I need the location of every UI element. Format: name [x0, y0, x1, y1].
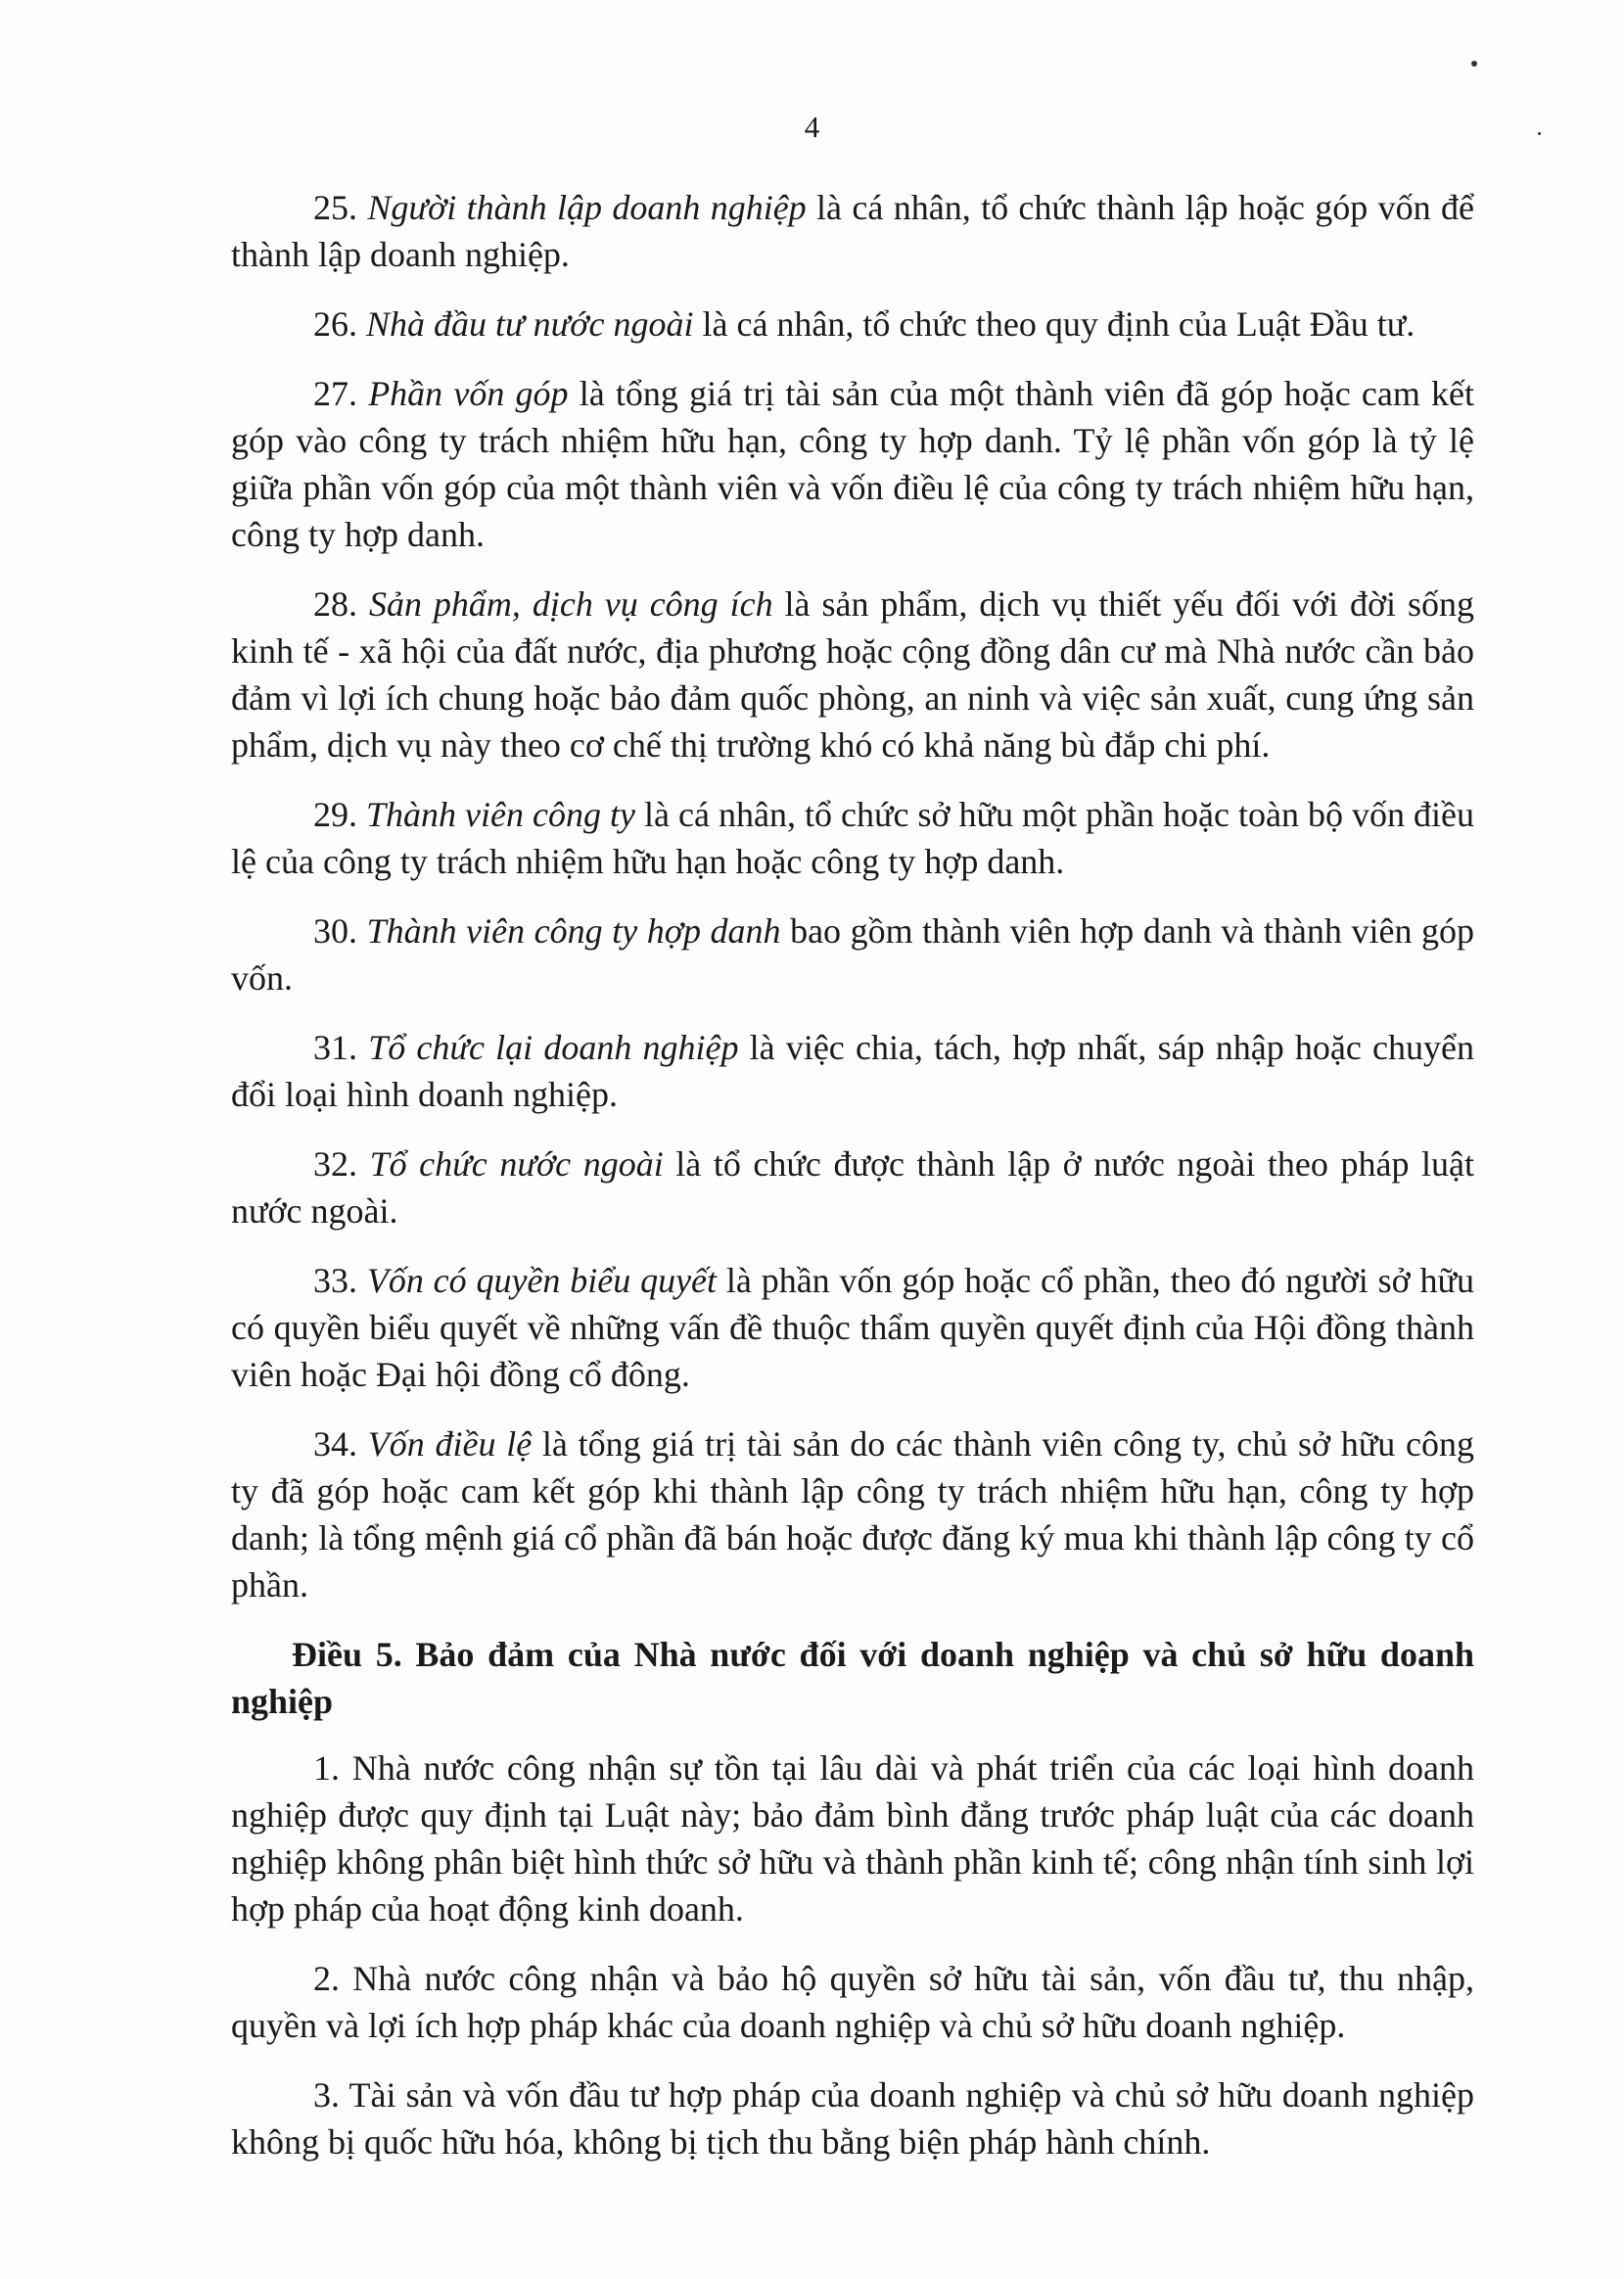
definition-27 [231, 370, 1474, 558]
definition-number: 27. [313, 374, 357, 413]
definition-text: là tổng giá trị tài sản của một thành viên đã góp hoặc cam kết góp vào công ty trách nhiệm hữu hạn, công ty hợp danh. Tỷ lệ phần vốn góp là tỷ lệ giữa phần vốn góp của một thành viên và vốn điều lệ của công ty trách nhiệm hữu hạn, công ty hợp danh. [231, 374, 1475, 554]
definition-number: 33. [313, 1261, 357, 1300]
definition-text: là việc chia, tách, hợp nhất, sáp nhập hoặc chuyển đổi loại hình doanh nghiệp. [231, 1028, 1475, 1114]
definition-term: Thành viên công ty [366, 795, 635, 834]
definition-text: là cá nhân, tổ chức sở hữu một phần hoặc toàn bộ vốn điều lệ của công ty trách nhiệm hữu hạn hoặc công ty hợp danh. [231, 795, 1474, 881]
definition-25 [231, 184, 1474, 278]
definition-term: Vốn có quyền biểu quyết [366, 1261, 718, 1300]
article-5-clause-3: 3. Tài sản và vốn đầu tư hợp pháp của doanh nghiệp và chủ sở hữu doanh nghiệp không bị quốc hữu hóa, không bị tịch thu bằng biện pháp hành chính. [231, 2075, 1474, 2162]
definition-34 [231, 1420, 1474, 1608]
definition-text: là cá nhân, tổ chức theo quy định của Luật Đầu tư. [693, 304, 1415, 344]
definition-term: Tổ chức nước ngoài [369, 1144, 664, 1184]
definition-number: 26. [313, 304, 357, 344]
definition-number: 31. [313, 1028, 357, 1067]
definition-text: là tổ chức được thành lập ở nước ngoài theo pháp luật nước ngoài. [231, 1144, 1474, 1231]
scan-speck [1471, 61, 1477, 67]
definition-number: 28. [313, 584, 357, 624]
definition-30 [231, 907, 1474, 1001]
definition-number: 29. [313, 795, 357, 834]
definition-33 [231, 1257, 1474, 1398]
article-5-clause-1: 1. Nhà nước công nhận sự tồn tại lâu dài và phát triển của các loại hình doanh nghiệp được quy định tại Luật này; bảo đảm bình đẳng trước pháp luật của các doanh nghiệp không phân biệt hình thức sở hữu và thành phần kinh tế; công nhận tính sinh lợi hợp pháp của hoạt động kinh doanh. [231, 1748, 1474, 1929]
document-body [231, 184, 1474, 2188]
definition-text: là cá nhân, tổ chức thành lập hoặc góp vốn để thành lập doanh nghiệp. [231, 188, 1474, 274]
definition-term: Phần vốn góp [368, 374, 569, 413]
definition-term: Tổ chức lại doanh nghiệp [368, 1028, 739, 1067]
article-5-heading: Điều 5. Bảo đảm của Nhà nước đối với doanh nghiệp và chủ sở hữu doanh nghiệp [231, 1635, 1474, 1721]
definition-number: 32. [313, 1144, 357, 1184]
definition-term: Người thành lập doanh nghiệp [367, 188, 807, 227]
definition-number: 25. [313, 188, 357, 227]
definition-32 [231, 1140, 1474, 1234]
definition-text: là tổng giá trị tài sản do các thành viên công ty, chủ sở hữu công ty đã góp hoặc cam kết góp khi thành lập công ty trách nhiệm hữu hạn, công ty hợp danh; là tổng mệnh giá cổ phần đã bán hoặc được đăng ký mua khi thành lập công ty cổ phần. [231, 1424, 1475, 1605]
definition-text: bao gồm thành viên hợp danh và thành viên góp vốn. [231, 911, 1474, 998]
definition-term: Thành viên công ty hợp danh [366, 911, 781, 951]
definition-31 [231, 1024, 1474, 1118]
definition-term: Vốn điều lệ [367, 1424, 533, 1464]
definition-26 [231, 301, 1474, 348]
definition-number: 30. [313, 911, 357, 951]
page-number: 4 [804, 110, 820, 144]
definition-number: 34. [313, 1424, 357, 1464]
article-5-clause-2: 2. Nhà nước công nhận và bảo hộ quyền sở hữu tài sản, vốn đầu tư, thu nhập, quyền và lợi ích hợp pháp khác của doanh nghiệp và chủ sở hữu doanh nghiệp. [231, 1959, 1474, 2045]
definition-28 [231, 581, 1474, 768]
definition-text: là sản phẩm, dịch vụ thiết yếu đối với đời sống kinh tế - xã hội của đất nước, địa phương hoặc cộng đồng dân cư mà Nhà nước cần bảo đảm vì lợi ích chung hoặc bảo đảm quốc phòng, an ninh và việc sản xuất, cung ứng sản phẩm, dịch vụ này theo cơ chế thị trường khó có khả năng bù đắp chi phí. [231, 584, 1475, 765]
definition-text: là phần vốn góp hoặc cổ phần, theo đó người sở hữu có quyền biểu quyết về những vấn đề thuộc thẩm quyền quyết định của Hội đồng thành viên hoặc Đại hội đồng cổ đông. [231, 1261, 1475, 1394]
definition-term: Sản phẩm, dịch vụ công ích [368, 584, 773, 624]
definition-29 [231, 791, 1474, 885]
definition-term: Nhà đầu tư nước ngoài [366, 304, 694, 344]
